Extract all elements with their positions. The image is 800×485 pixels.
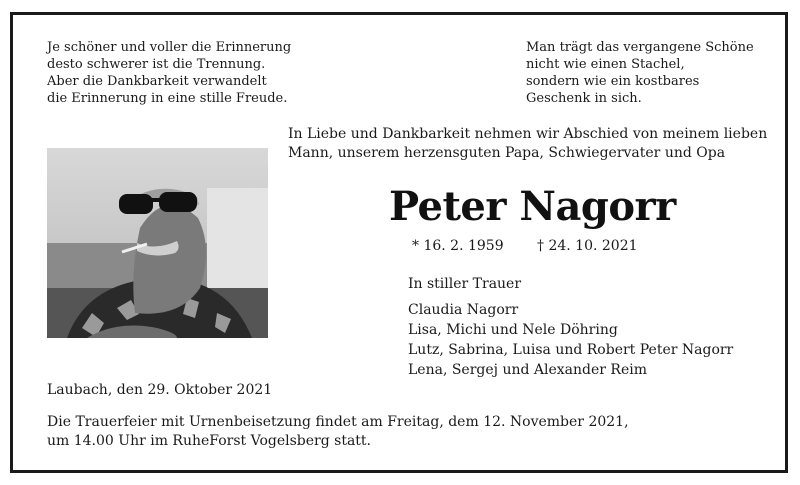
family-line: Lena, Sergej und Alexander Reim: [408, 362, 647, 378]
ceremony-info: Die Trauerfeier mit Urnenbeisetzung findet am Freitag, dem 12. November 2021, um 14.00 Uhr im RuheForst Vogelsberg statt.: [47, 414, 629, 449]
family-list: [408, 300, 733, 380]
birth-date: * 16. 2. 1959: [412, 238, 504, 254]
portrait-photo: [47, 148, 268, 338]
mourning-heading: In stiller Trauer: [408, 276, 522, 292]
deceased-name: Peter Nagorr: [389, 183, 676, 230]
intro-text: In Liebe und Dankbarkeit nehmen wir Abschied von meinem lieben Mann, unserem herzensguten Papa, Schwiegervater und Opa: [288, 126, 768, 161]
family-line: Claudia Nagorr: [408, 302, 519, 318]
poem-right: Man trägt das vergangene Schöne nicht wie einen Stachel, sondern wie ein kostbares Geschenk in sich.: [526, 40, 754, 106]
family-line: Lutz, Sabrina, Luisa und Robert Peter Nagorr: [408, 342, 734, 358]
obituary-frame: [10, 12, 788, 473]
place-date: Laubach, den 29. Oktober 2021: [47, 382, 273, 398]
family-line: Lisa, Michi und Nele Döhring: [408, 322, 618, 338]
death-date: † 24. 10. 2021: [537, 238, 638, 254]
poem-left: Je schöner und voller die Erinnerung desto schwerer ist die Trennung. Aber die Dankbarkeit verwandelt die Erinnerung in eine stille Freude.: [47, 40, 292, 106]
